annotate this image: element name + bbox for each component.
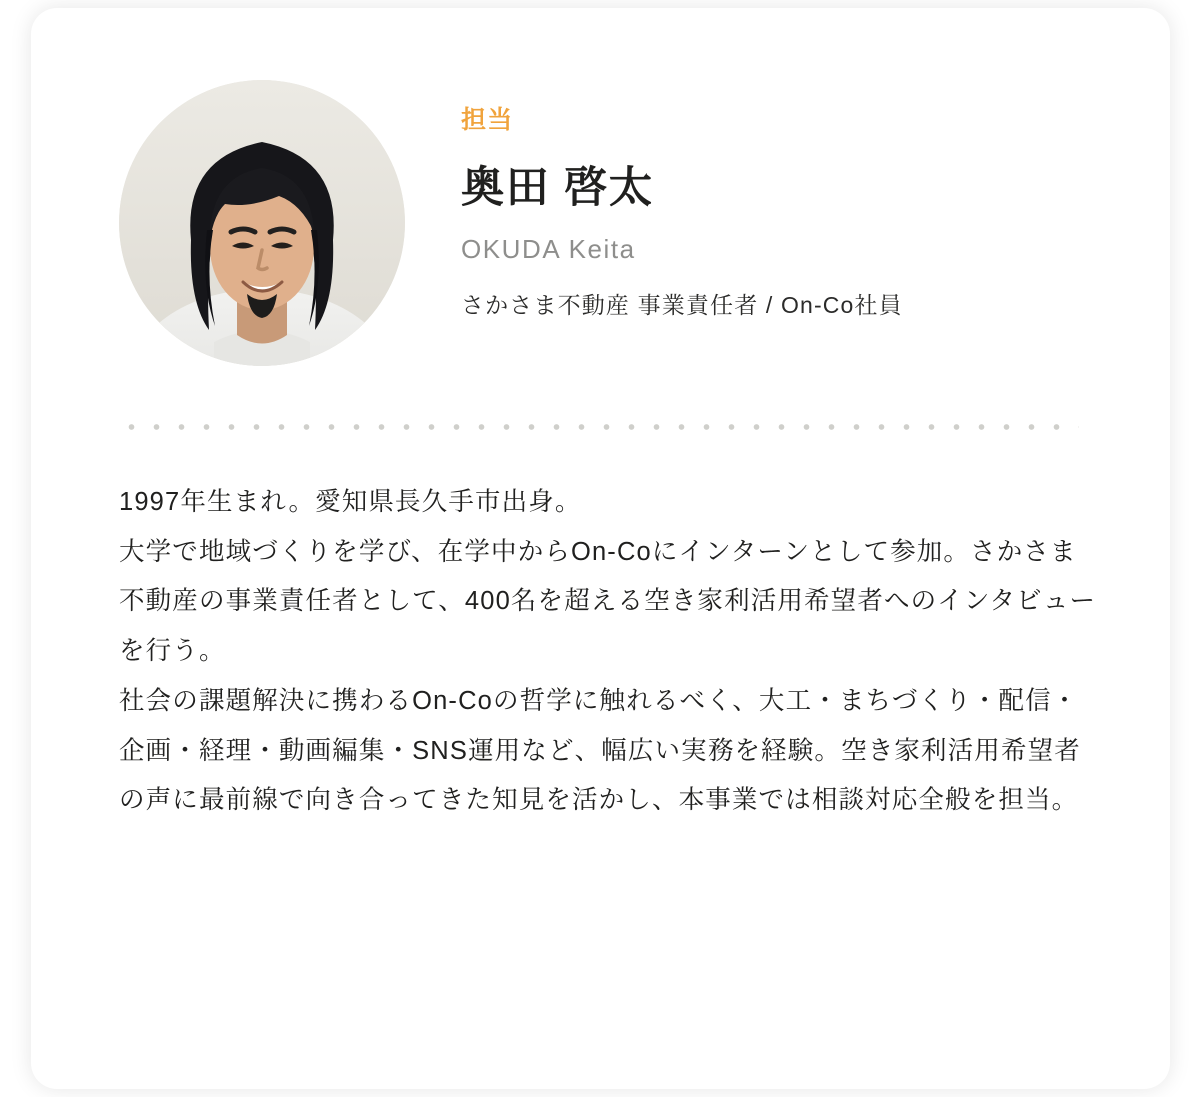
bio-paragraph: 社会の課題解決に携わるOn-Coの哲学に触れるべく、大工・まちづくり・配信・企画・経理・動画編集・SNS運用など、幅広い実務を経験。空き家利活用希望者の声に最前線で向き合ってきた知見を活かし、本事業では相談対応全般を担当。: [119, 686, 1081, 815]
profile-header: [119, 80, 903, 366]
person-name-romaji: OKUDA Keita: [461, 234, 636, 264]
profile-header-text: [461, 80, 903, 317]
bio-paragraph: 大学で地域づくりを学び、在学中からOn-Coにインターンとして参加。さかさま不動産の事業責任者として、400名を超える空き家利活用希望者へのインタビューを行う。: [119, 537, 1097, 666]
bio-paragraph: 1997年生まれ。愛知県長久手市出身。: [119, 488, 582, 516]
profile-card: [31, 8, 1170, 1089]
role-badge: 担当: [461, 106, 514, 134]
person-name: 奥田 啓太: [461, 164, 654, 212]
profile-bio: [119, 478, 1099, 826]
person-title: さかさま不動産 事業責任者 / On-Co社員: [461, 292, 903, 318]
dotted-divider: [119, 423, 1079, 431]
avatar: [119, 80, 405, 366]
